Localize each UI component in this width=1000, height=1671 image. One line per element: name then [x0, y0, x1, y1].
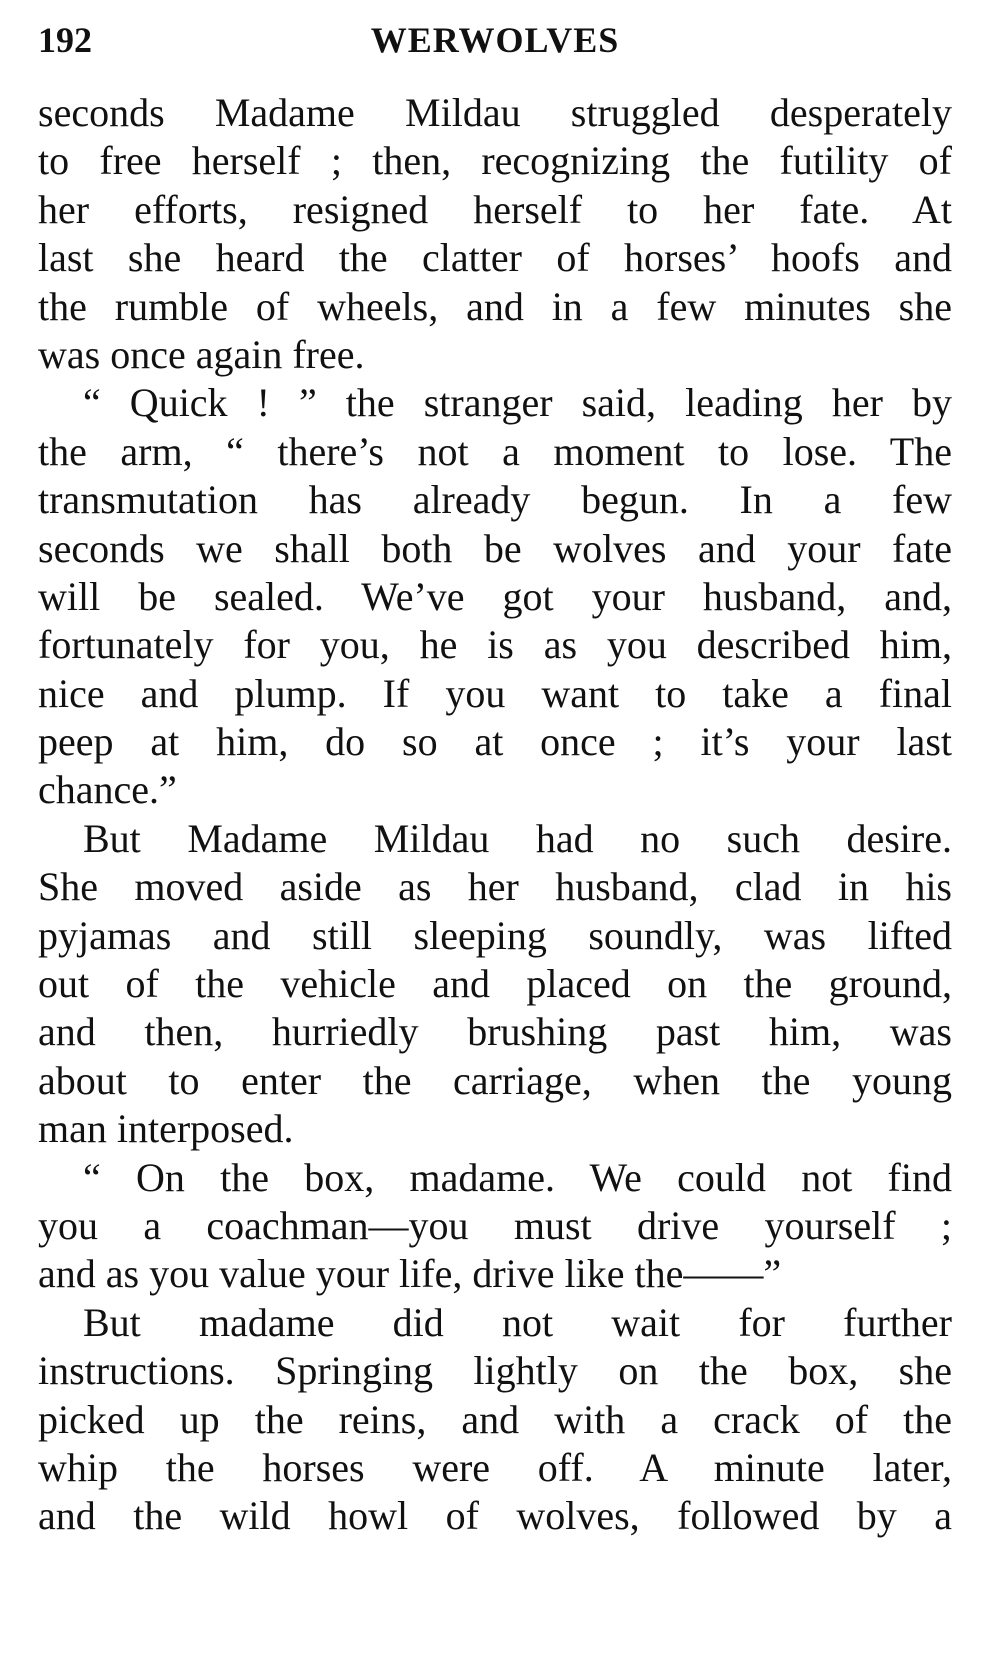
- text-line: whip the horses were off. A minute later,: [38, 1444, 952, 1490]
- text-line: peep at him, do so at once ; it’s your last: [38, 719, 952, 765]
- text-line: to free herself ; then, recognizing the futility of: [38, 138, 952, 184]
- text-line: instructions. Springing lightly on the box, she: [38, 1348, 952, 1394]
- text-line: seconds Madame Mildau struggled desperately: [38, 90, 952, 135]
- text-line: She moved aside as her husband, clad in his: [38, 864, 952, 910]
- text-line: the rumble of wheels, and in a few minutes she: [38, 283, 952, 329]
- text-line: the arm, “ there’s not a moment to lose. The: [38, 428, 952, 474]
- text-line: and the wild howl of wolves, followed by a: [38, 1493, 952, 1539]
- text-line: her efforts, resigned herself to her fate. At: [38, 186, 952, 232]
- text-line: But Madame Mildau had no such desire.: [83, 815, 952, 861]
- text-line: man interposed.: [38, 1106, 294, 1152]
- text-line: out of the vehicle and placed on the ground,: [38, 961, 952, 1007]
- text-line: last she heard the clatter of horses’ hoofs and: [38, 235, 952, 281]
- text-line: pyjamas and still sleeping soundly, was lifted: [38, 912, 952, 958]
- text-line: about to enter the carriage, when the young: [38, 1057, 952, 1103]
- text-line: seconds we shall both be wolves and your fate: [38, 525, 952, 571]
- text-line: “ On the box, madame. We could not find: [83, 1154, 952, 1200]
- text-line: chance.”: [38, 767, 177, 813]
- body-text: [38, 89, 952, 1541]
- page-number: 192: [38, 20, 92, 60]
- running-title: WERWOLVES: [370, 20, 620, 60]
- text-line: you a coachman—you must drive yourself ;: [38, 1202, 952, 1248]
- text-line: nice and plump. If you want to take a final: [38, 670, 952, 716]
- text-line: fortunately for you, he is as you described him,: [38, 622, 952, 668]
- text-line: But madame did not wait for further: [83, 1299, 952, 1345]
- text-line: transmutation has already begun. In a few: [38, 477, 952, 523]
- text-line: picked up the reins, and with a crack of the: [38, 1396, 952, 1442]
- text-line: and as you value your life, drive like the——”: [38, 1251, 782, 1297]
- text-line: “ Quick ! ” the stranger said, leading her by: [83, 380, 952, 426]
- running-head: [38, 10, 952, 70]
- text-line: and then, hurriedly brushing past him, was: [38, 1009, 952, 1055]
- text-line: will be sealed. We’ve got your husband, and,: [38, 573, 952, 619]
- text-line: was once again free.: [38, 331, 365, 377]
